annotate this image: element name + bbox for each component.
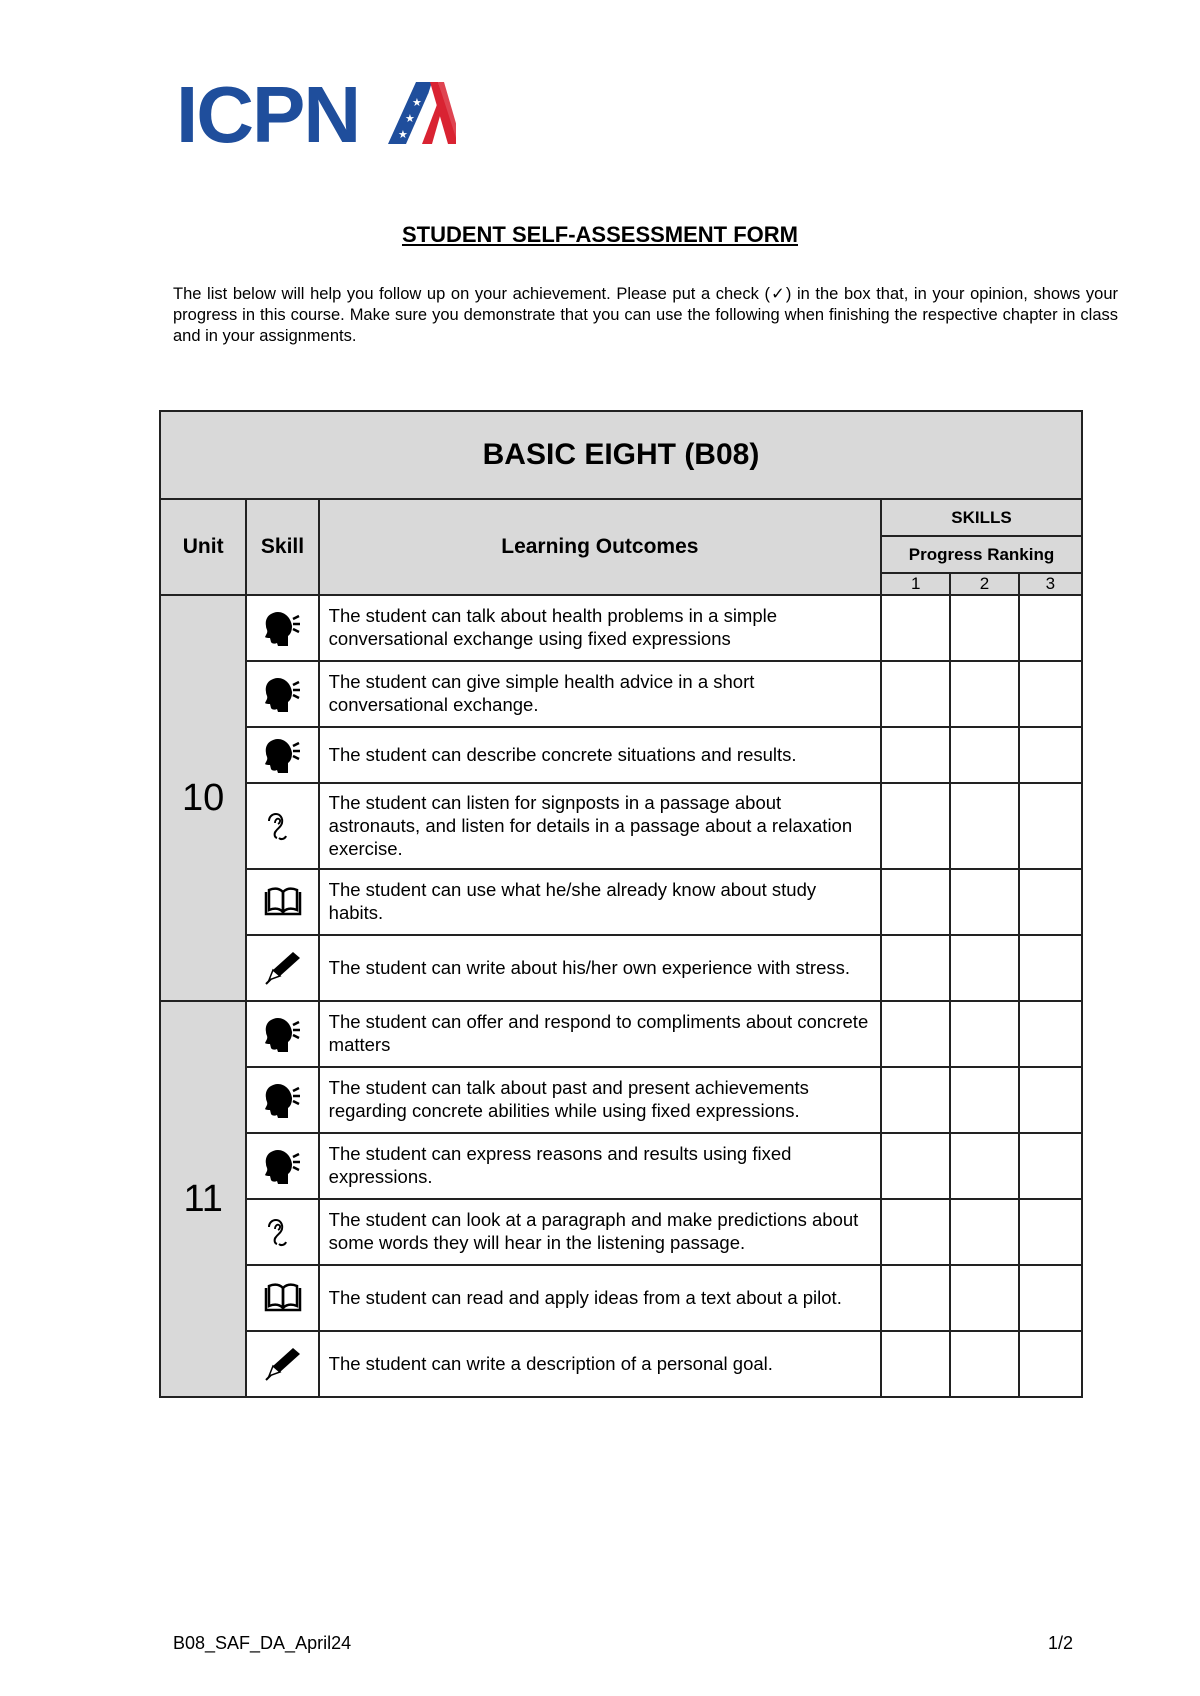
rank-3-checkbox[interactable] [1019, 1265, 1082, 1331]
col-header-progress: Progress Ranking [881, 536, 1082, 573]
rank-1-checkbox[interactable] [881, 661, 950, 727]
table-row [160, 1331, 1082, 1397]
skill-cell [246, 935, 318, 1001]
rank-3-header: 3 [1019, 573, 1082, 595]
rank-1-checkbox[interactable] [881, 1331, 950, 1397]
doc-code: B08_SAF_DA_April24 [173, 1633, 352, 1653]
rank-2-checkbox[interactable] [950, 1199, 1018, 1265]
table-row [160, 661, 1082, 727]
rank-3-checkbox[interactable] [1019, 1001, 1082, 1067]
rank-1-checkbox[interactable] [881, 1133, 950, 1199]
listening-icon [263, 1223, 303, 1240]
speaking-icon [263, 1091, 303, 1108]
rank-1-checkbox[interactable] [881, 1001, 950, 1067]
rank-3-checkbox[interactable] [1019, 595, 1082, 661]
speaking-icon [263, 746, 303, 763]
svg-text:ICPN: ICPN [176, 80, 360, 150]
skill-cell [246, 1331, 318, 1397]
rank-2-checkbox[interactable] [950, 1331, 1018, 1397]
learning-outcome: The student can listen for signposts in a passage about astronauts, and listen for details in a passage about a relaxation exercise. [319, 783, 881, 869]
rank-3-checkbox[interactable] [1019, 869, 1082, 935]
rank-3-checkbox[interactable] [1019, 661, 1082, 727]
listening-icon [263, 817, 303, 834]
level-title: BASIC EIGHT (B08) [160, 411, 1082, 499]
learning-outcome: The student can talk about health problems in a simple conversational exchange using fixed expressions [319, 595, 881, 661]
rank-1-checkbox[interactable] [881, 1265, 950, 1331]
table-row [160, 1265, 1082, 1331]
skill-cell [246, 783, 318, 869]
rank-2-checkbox[interactable] [950, 727, 1018, 783]
rank-1-checkbox[interactable] [881, 1067, 950, 1133]
rank-1-checkbox[interactable] [881, 783, 950, 869]
skill-cell [246, 1133, 318, 1199]
svg-text:★: ★ [398, 129, 408, 141]
col-header-skills: SKILLS [881, 499, 1082, 536]
speaking-icon [263, 685, 303, 702]
table-row [160, 1001, 1082, 1067]
writing-icon [263, 959, 303, 976]
unit-number: 11 [160, 1001, 246, 1397]
rank-1-checkbox[interactable] [881, 595, 950, 661]
writing-icon [263, 1355, 303, 1372]
table-row [160, 783, 1082, 869]
learning-outcome: The student can read and apply ideas from a text about a pilot. [319, 1265, 881, 1331]
unit-number: 10 [160, 595, 246, 1001]
table-row [160, 1067, 1082, 1133]
learning-outcome: The student can express reasons and results using fixed expressions. [319, 1133, 881, 1199]
rank-3-checkbox[interactable] [1019, 935, 1082, 1001]
learning-outcome: The student can give simple health advice in a short conversational exchange. [319, 661, 881, 727]
rank-1-checkbox[interactable] [881, 1199, 950, 1265]
skill-cell [246, 1265, 318, 1331]
rank-2-checkbox[interactable] [950, 1001, 1018, 1067]
rank-2-checkbox[interactable] [950, 661, 1018, 727]
skill-cell [246, 1067, 318, 1133]
skill-cell [246, 661, 318, 727]
rank-1-checkbox[interactable] [881, 935, 950, 1001]
rank-2-checkbox[interactable] [950, 1133, 1018, 1199]
learning-outcome: The student can offer and respond to compliments about concrete matters [319, 1001, 881, 1067]
skill-cell [246, 1001, 318, 1067]
speaking-icon [263, 619, 303, 636]
speaking-icon [263, 1025, 303, 1042]
assessment-table [159, 410, 1083, 1398]
page-number: 1/2 [1047, 1633, 1073, 1653]
rank-2-checkbox[interactable] [950, 869, 1018, 935]
table-row [160, 1199, 1082, 1265]
rank-2-checkbox[interactable] [950, 783, 1018, 869]
reading-icon [263, 1289, 303, 1306]
rank-3-checkbox[interactable] [1019, 1331, 1082, 1397]
table-row [160, 869, 1082, 935]
icpna-logo [176, 80, 456, 150]
rank-3-checkbox[interactable] [1019, 1199, 1082, 1265]
col-header-skill: Skill [246, 499, 318, 595]
svg-text:★: ★ [405, 113, 415, 125]
table-row [160, 1133, 1082, 1199]
rank-3-checkbox[interactable] [1019, 1067, 1082, 1133]
rank-2-checkbox[interactable] [950, 1067, 1018, 1133]
table-row [160, 595, 1082, 661]
skill-cell [246, 595, 318, 661]
skill-cell [246, 1199, 318, 1265]
rank-1-checkbox[interactable] [881, 869, 950, 935]
rank-1-checkbox[interactable] [881, 727, 950, 783]
unit-rows [160, 595, 1082, 1397]
rank-2-checkbox[interactable] [950, 1265, 1018, 1331]
rank-1-header: 1 [881, 573, 950, 595]
skill-cell [246, 727, 318, 783]
svg-text:★: ★ [412, 97, 422, 109]
learning-outcome: The student can write about his/her own experience with stress. [319, 935, 881, 1001]
rank-2-checkbox[interactable] [950, 595, 1018, 661]
rank-2-checkbox[interactable] [950, 935, 1018, 1001]
table-row [160, 727, 1082, 783]
learning-outcome: The student can talk about past and present achievements regarding concrete abilities while using fixed expressions. [319, 1067, 881, 1133]
intro-paragraph: The list below will help you follow up on your achievement. Please put a check (✓) in the box that, in your opinion, shows your progress in this course. Make sure you demonstrate that you can use the following when finishing the respective chapter in class and in your assignments. [173, 285, 1118, 345]
learning-outcome: The student can describe concrete situations and results. [319, 727, 881, 783]
rank-3-checkbox[interactable] [1019, 783, 1082, 869]
learning-outcome: The student can look at a paragraph and make predictions about some words they will hear in the listening passage. [319, 1199, 881, 1265]
form-title: STUDENT SELF-ASSESSMENT FORM [401, 222, 798, 247]
col-header-outcomes: Learning Outcomes [319, 499, 881, 595]
rank-3-checkbox[interactable] [1019, 1133, 1082, 1199]
learning-outcome: The student can use what he/she already know about study habits. [319, 869, 881, 935]
skill-cell [246, 869, 318, 935]
table-row [160, 935, 1082, 1001]
reading-icon [263, 893, 303, 910]
rank-3-checkbox[interactable] [1019, 727, 1082, 783]
rank-2-header: 2 [950, 573, 1018, 595]
learning-outcome: The student can write a description of a personal goal. [319, 1331, 881, 1397]
col-header-unit: Unit [160, 499, 246, 595]
speaking-icon [263, 1157, 303, 1174]
